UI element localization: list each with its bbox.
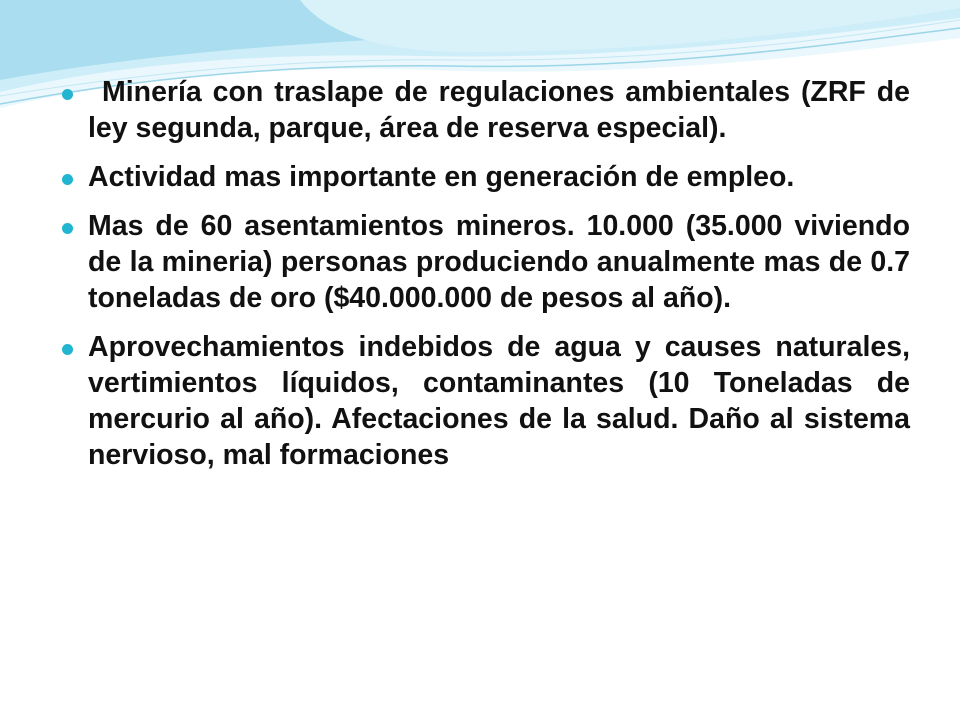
bullet-item <box>58 159 910 195</box>
bullet-dot-icon <box>62 89 73 100</box>
bullet-text: Aprovechamientos indebidos de agua y causes naturales, vertimientos líquidos, contaminantes (10 Toneladas de mercurio al año). Afectaciones de la salud. Daño al sistema nervioso, mal formaciones <box>88 331 910 471</box>
bullet-dot-icon <box>62 344 73 355</box>
bullet-item <box>58 208 910 316</box>
bullet-dot-icon <box>62 174 73 185</box>
bullet-dot-icon <box>62 223 73 234</box>
bullet-list <box>58 74 910 486</box>
bullet-text: Mas de 60 asentamientos mineros. 10.000 (35.000 viviendo de la mineria) personas produciendo anualmente mas de 0.7 toneladas de oro ($40.000.000 de pesos al año). <box>88 210 910 314</box>
bullet-text: Actividad mas importante en generación de empleo. <box>88 161 795 193</box>
bullet-item <box>58 74 910 146</box>
bullet-item <box>58 329 910 473</box>
bullet-text: Minería con traslape de regulaciones ambientales (ZRF de ley segunda, parque, área de reserva especial). <box>88 76 910 144</box>
